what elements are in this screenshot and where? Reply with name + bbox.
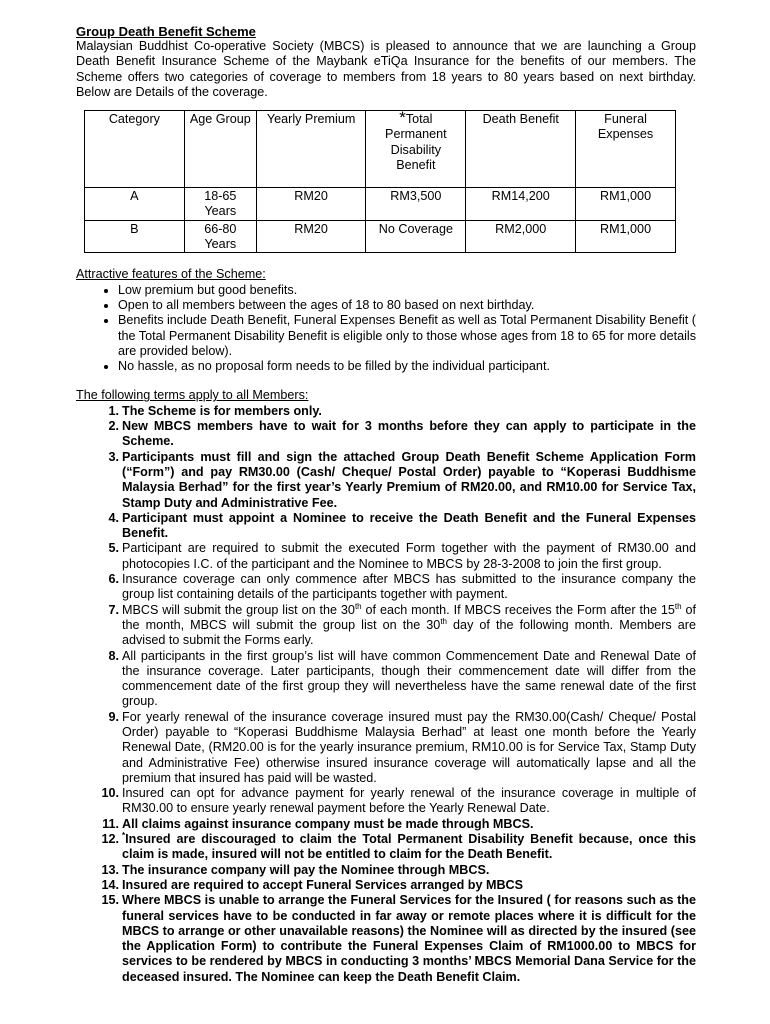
term-text: Where MBCS is unable to arrange the Funeral Services for the Insured ( for reasons such as the funeral services have to be conducted in far away or remote places where it is difficult for the MBCS to arrange or other unavailable reasons) the Nominee will as directed by the insured (see the Application Form) to contribute the Funeral Expenses Claim of RM1000.00 to MBCS for services to be rendered by MBCS in conducting 3 months’ MBCS Memorial Dana Service for the deceased insured. The Nominee can keep the Death Benefit Claim.: [122, 893, 696, 984]
term-number: 5.: [108, 541, 119, 556]
coverage-table: [84, 110, 676, 253]
term-text: All participants in the first group’s list will have common Commencement Date and Renewal Date of the insurance coverage. Later participants, though their commencement date will differ from the commencement date of the first group they will nevertheless have the same renewal date of the first group.: [122, 648, 696, 709]
term-text: Participant are required to submit the executed Form together with the payment of RM30.00 and photocopies I.C. of the participant and the Nominee to MBCS by 28-3-2008 to join the first group.: [122, 541, 696, 571]
cell-yearly-premium: RM20: [256, 188, 365, 221]
term-number: 15.: [101, 893, 119, 908]
term-number: 13.: [101, 862, 119, 877]
term-item: [76, 893, 696, 985]
features-list: [76, 283, 696, 375]
document-page: [76, 24, 696, 985]
term-item: [76, 603, 696, 649]
header-tpd-benefit: [366, 108, 466, 188]
header-death-benefit: Death Benefit: [466, 111, 576, 188]
cell-death-benefit: RM14,200: [466, 188, 576, 221]
term-text: Insured are required to accept Funeral Services arranged by MBCS: [122, 877, 524, 892]
list-item: • No hassle, as no proposal form needs to be filled by the individual participant.: [118, 359, 696, 374]
term-text: of each month. If MBCS receives the Form after the 15: [361, 602, 675, 617]
term-number: 2.: [108, 419, 119, 434]
superscript: th: [440, 616, 447, 626]
intro-paragraph: Malaysian Buddhist Co-operative Society (MBCS) is pleased to announce that we are launching a Group Death Benefit Insurance Scheme of the Maybank eTiQa Insurance for the benefits of our members. The Scheme offers two categories of coverage to members from 18 years to 80 years based on next birthday. Below are Details of the coverage.: [76, 39, 696, 99]
term-number: 10.: [101, 786, 119, 801]
term-item: [76, 710, 696, 786]
term-text: Participant must appoint a Nominee to receive the Death Benefit and the Funeral Expenses Benefit.: [122, 510, 696, 541]
terms-list: [76, 404, 696, 985]
cell-yearly-premium: RM20: [256, 220, 365, 253]
list-item: • Open to all members between the ages of 18 to 80 based on next birthday.: [118, 298, 696, 313]
term-item: [76, 419, 696, 450]
term-text: day of the following month. Members are advised to submit the Forms early.: [122, 617, 696, 648]
term-text: Participants must fill and sign the attached Group Death Benefit Scheme Application Form (“Form”) and pay RM30.00 (Cash/ Cheque/ Postal Order) payable to “Koperasi Buddhisme Malaysia Berhad” for the first year’s Yearly Premium of RM20.00, and RM10.00 for Service Tax, Stamp Duty and Administrative Fee.: [122, 449, 696, 510]
term-text: The Scheme is for members only.: [122, 403, 322, 418]
header-category: Category: [85, 111, 185, 188]
term-item: [76, 649, 696, 710]
list-item: • Low premium but good benefits.: [118, 283, 696, 298]
term-text: of the month, MBCS will submit the group list on the 30: [122, 602, 696, 632]
asterisk-mark: *: [399, 108, 406, 128]
header-age-group: Age Group: [184, 111, 256, 188]
header-yearly-premium: Yearly Premium: [256, 111, 365, 188]
term-text: New MBCS members have to wait for 3 months before they can apply to participate in the Scheme.: [122, 419, 696, 449]
term-item: [76, 786, 696, 817]
features-heading: Attractive features of the Scheme:: [76, 267, 266, 282]
term-number: 7.: [108, 602, 119, 617]
cell-age-group: 66-80 Years: [184, 220, 256, 253]
term-text: Insured are discouraged to claim the Total Permanent Disability Benefit because, once this claim is made, insured will not be entitled to claim for the Death Benefit.: [122, 832, 696, 862]
superscript: th: [674, 601, 682, 611]
header-tpd-total: Total: [405, 112, 433, 127]
cell-funeral-expenses: RM1,000: [576, 220, 676, 253]
term-number: 3.: [108, 449, 119, 464]
header-tpd-rest: Permanent Disability Benefit: [385, 127, 447, 173]
term-item: [76, 404, 696, 419]
term-item: [76, 817, 696, 832]
document-title: Group Death Benefit Scheme: [76, 24, 256, 39]
term-number: 8.: [108, 648, 119, 663]
term-item: [76, 832, 696, 863]
term-item: [76, 511, 696, 542]
term-number: 1.: [108, 403, 119, 418]
table-row: [85, 188, 676, 221]
term-item: [76, 450, 696, 511]
term-item: [76, 572, 696, 603]
table-row: [85, 220, 676, 253]
term-number: 4.: [108, 510, 119, 525]
cell-age-group: 18-65 Years: [184, 188, 256, 221]
terms-heading: The following terms apply to all Members:: [76, 388, 309, 403]
term-item: [76, 863, 696, 878]
term-text: The insurance company will pay the Nominee through MBCS.: [122, 862, 490, 877]
term-number: 11.: [102, 816, 119, 831]
term-text: All claims against insurance company must be made through MBCS.: [122, 816, 534, 831]
term-number: 12.: [101, 832, 119, 847]
superscript: th: [354, 601, 362, 611]
cell-category: A: [85, 188, 185, 221]
term-text: MBCS will submit the group list on the 30: [122, 602, 355, 617]
cell-category: B: [85, 220, 185, 253]
term-text: Insured can opt for advance payment for yearly renewal of the insurance coverage in multiple of RM30.00 to ensure yearly renewal payment before the Yearly Renewal Date.: [122, 786, 696, 816]
term-item: [76, 541, 696, 572]
cell-death-benefit: RM2,000: [466, 220, 576, 253]
term-number: 6.: [108, 572, 119, 587]
term-text: For yearly renewal of the insurance coverage insured must pay the RM30.00(Cash/ Cheque/ Postal Order) payable to “Koperasi Buddhisme Malaysia Berhad” at least one month before the Yearly Renewal Date, (RM20.00 is for the yearly insurance premium, RM10.00 is for Service Tax, Stamp Duty and Administrative Fee) otherwise insured insurance coverage will automatically lapse and all the premium that insured has paid will be wasted.: [122, 709, 696, 785]
list-item: • Benefits include Death Benefit, Funeral Expenses Benefit as well as Total Permanent Disability Benefit ( the Total Permanent Disability Benefit is eligible only to those whose ages from 18 to 65 for more details are provided below).: [118, 313, 696, 359]
cell-funeral-expenses: RM1,000: [576, 188, 676, 221]
term-number: 9.: [108, 709, 119, 724]
term-number: 14.: [101, 877, 119, 892]
cell-tpd-benefit: RM3,500: [366, 188, 466, 221]
header-funeral-expenses: Funeral Expenses: [576, 111, 676, 188]
term-item: [76, 878, 696, 893]
table-header-row: [85, 111, 676, 188]
term-text: Insurance coverage can only commence after MBCS has submitted to the insurance company the group list containing details of the participants together with payment.: [122, 572, 696, 602]
asterisk-mark: *: [122, 830, 126, 840]
cell-tpd-benefit: No Coverage: [366, 220, 466, 253]
